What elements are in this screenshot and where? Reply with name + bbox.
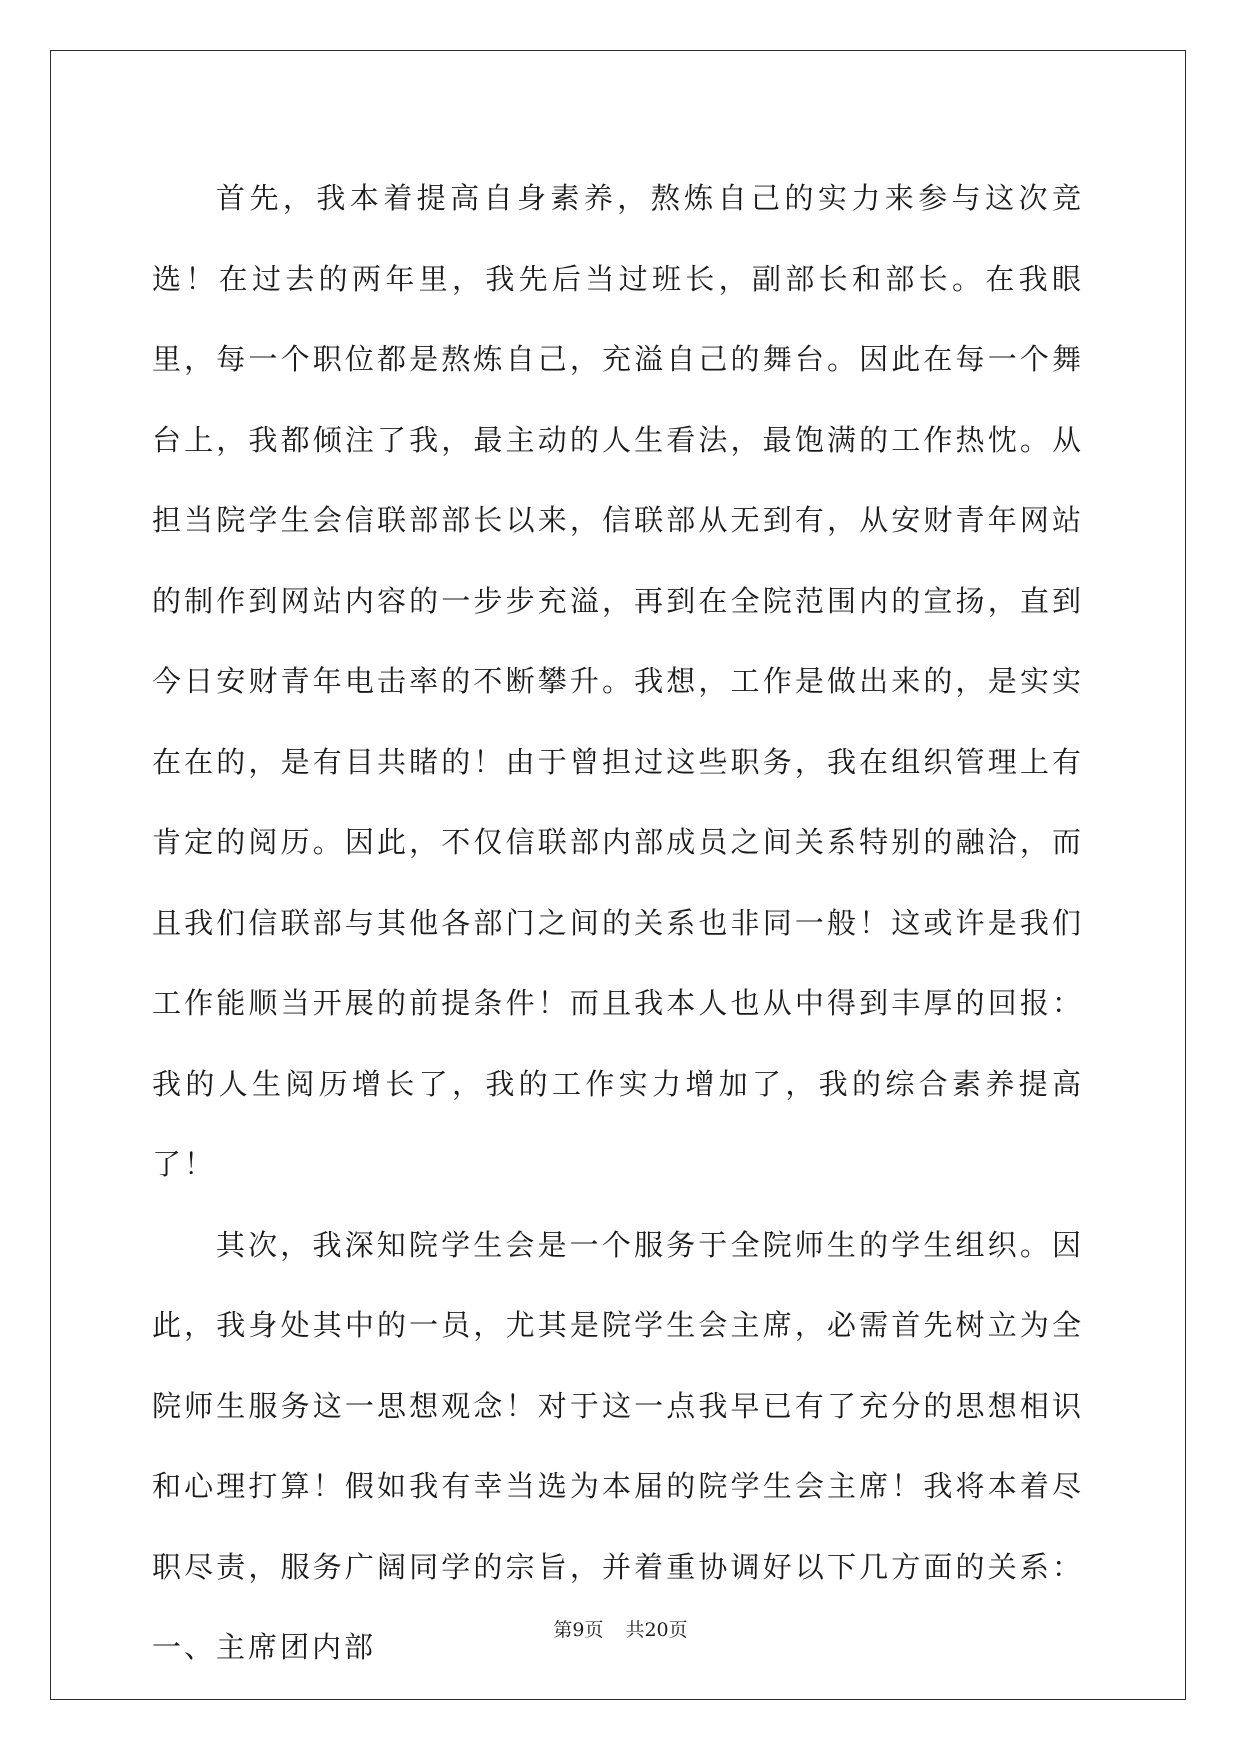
- paragraph-2: 其次，我深知院学生会是一个服务于全院师生的学生组织。因此，我身处其中的一员，尤其是院学生会主席，必需首先树立为全院师生服务这一思想观念！对于这一点我早已有了充分的思想相识和心理打算！假如我有幸当选为本届的院学生会主席！我将本着尽职尽责，服务广阔同学的宗旨，并着重协调好以下几方面的关系：一、主席团内部: [152, 1227, 1084, 1664]
- page-footer: [0, 1618, 1241, 1642]
- page-number: 第9页: [553, 1619, 604, 1641]
- paragraph-1: 首先，我本着提高自身素养，熬炼自己的实力来参与这次竞选！在过去的两年里，我先后当过班长，副部长和部长。在我眼里，每一个职位都是熬炼自己，充溢自己的舞台。因此在每一个舞台上，我都倾注了我，最主动的人生看法，最饱满的工作热忱。从担当院学生会信联部部长以来，信联部从无到有，从安财青年网站的制作到网站内容的一步步充溢，再到在全院范围内的宣扬，直到今日安财青年电击率的不断攀升。我想，工作是做出来的，是实实在在的，是有目共睹的！由于曾担过这些职务，我在组织管理上有肯定的阅历。因此，不仅信联部内部成员之间关系特别的融洽，而且我们信联部与其他各部门之间的关系也非同一般！这或许是我们工作能顺当开展的前提条件！而且我本人也从中得到丰厚的回报：我的人生阅历增长了，我的工作实力增加了，我的综合素养提高了！: [152, 181, 1084, 1181]
- document-body: [152, 158, 1084, 1688]
- page-total: 共20页: [625, 1619, 688, 1641]
